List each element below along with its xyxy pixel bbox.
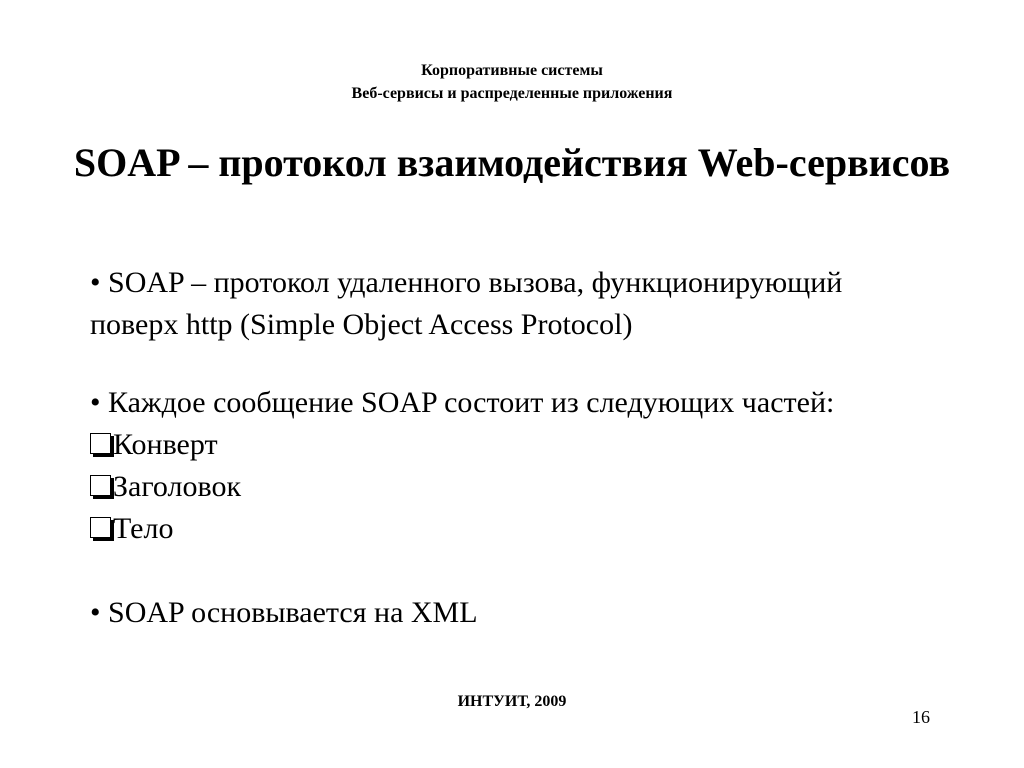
checklist-label: Заголовок [113,470,242,503]
header-line-2: Веб-сервисы и распределенные приложения [351,85,673,102]
checkbox-icon [90,517,111,538]
checklist-label: Конверт [113,428,218,461]
checklist-item-body [90,508,990,550]
checklist-item-envelope [90,424,990,466]
slide-body [90,262,990,634]
header-line-1: Корпоративные системы [421,62,603,79]
bullet-1-line-1: • SOAP – протокол удаленного вызова, функционирующий [90,266,843,299]
checklist-item-header [90,466,990,508]
slide-title: SOAP – протокол взаимодействия Web-сервисов [73,140,951,185]
bullet-1-line-2: поверх http (Simple Object Access Protocol) [90,308,633,341]
checkbox-icon [90,475,111,496]
checklist-label: Тело [113,512,174,545]
page-number: 16 [912,707,930,727]
slide-footer: ИНТУИТ, 2009 [457,693,567,710]
checkbox-icon [90,433,111,454]
bullet-2: • Каждое сообщение SOAP состоит из следующих частей: [90,386,835,419]
bullet-3: • SOAP основывается на XML [90,596,478,629]
